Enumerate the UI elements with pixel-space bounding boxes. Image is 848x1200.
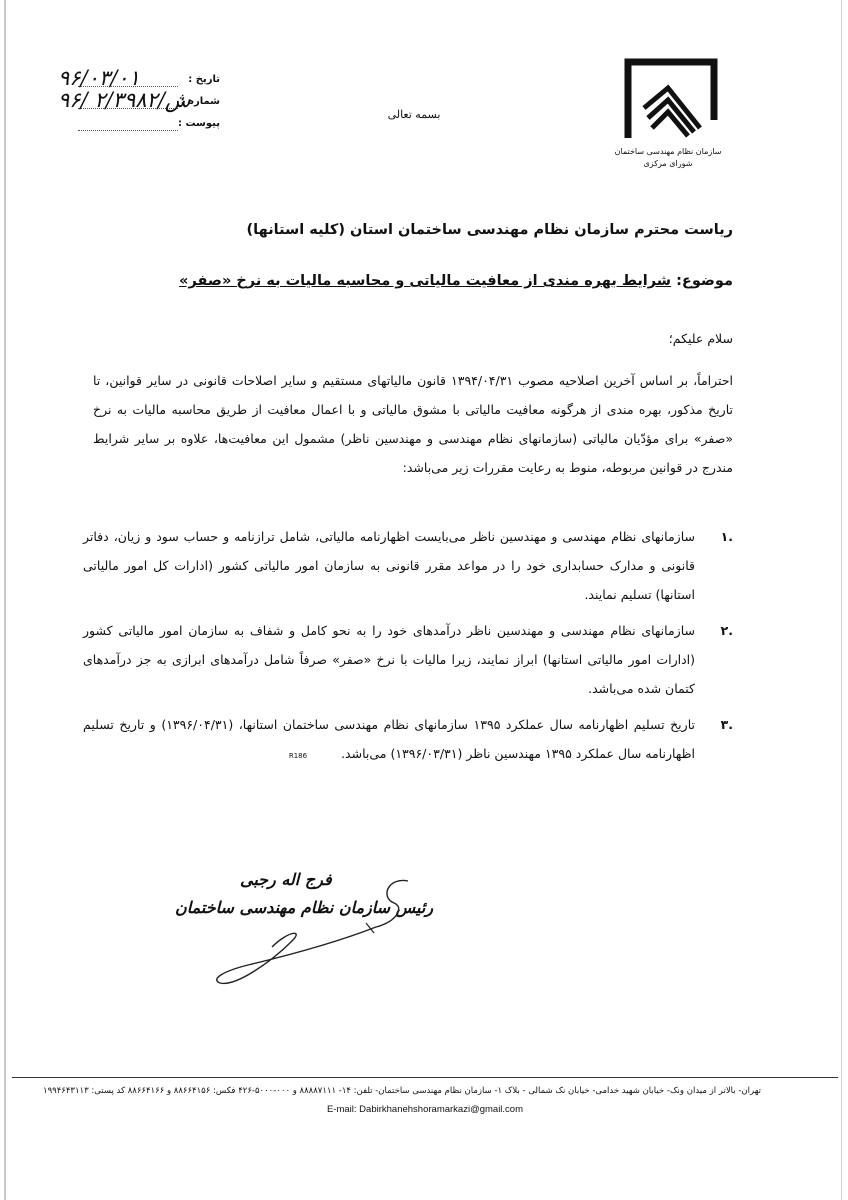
number-row	[40, 88, 220, 114]
addressee: ریاست محترم سازمان نظام مهندسی ساختمان استان (کلیه استانها)	[246, 222, 733, 238]
conditions-list	[83, 522, 733, 778]
footer-divider	[12, 1077, 838, 1078]
body-paragraph: احتراماً، بر اساس آخرین اصلاحیه مصوب ۱۳۹۴/۰۴/۳۱ قانون مالیاتهای مستقیم و سایر اصلاحات قانونی در سایر قوانین، تا تاریخ مذکور، بهره مندی از هرگونه معافیت مالیاتی با مشوق مالیاتی و با اعمال معافیت از طریق محاسبه مالیات به نرخ «صفر» برای مؤدّیان مالیاتی (سازمانهای نظام مهندسی و مهندسین ناظر) مشمول این معافیت‌ها، علاوه بر سایر شرایط مندرج در قوانین مربوطه، منوط به رعایت مقررات زیر می‌باشد:	[93, 373, 733, 475]
list-item	[83, 710, 733, 771]
date-value: ۹۶/۰۳/۰۱	[58, 66, 140, 90]
org-logo	[612, 58, 724, 176]
number-value: ش/۲/۳۹۸۲ /۹۶	[58, 88, 191, 112]
list-item-number: .۲	[720, 623, 733, 638]
list-item-number: .۳	[720, 717, 733, 732]
org-name-line1: سازمان نظام مهندسی ساختمان	[614, 147, 722, 156]
date-label: تاریخ :	[188, 74, 220, 85]
list-item	[83, 522, 733, 609]
list-item-number: .۱	[720, 529, 733, 544]
bismillah-heading: بسمه تعالی	[387, 108, 441, 121]
handwritten-signature	[180, 875, 420, 990]
number-label: شماره :	[180, 96, 220, 107]
footer-address: تهران- بالاتر از میدان ونک- خیابان شهید خدامی- خیابان نک شمالی - بلاک ۱- سازمان نظام مهندسی ساختمان- تلفن: ۱۴- ۸۸۸۸۷۱۱۱ و ۰۰۰-۵۰۰۰-۴۲۶ فکس: ۸۸۶۶۴۱۵۶ و ۸۸۶۶۴۱۶۶ کد پستی: ۱۹۹۴۶۴۳۱۱۳	[43, 1086, 761, 1096]
list-item-text: سازمانهای نظام مهندسی و مهندسین ناظر می‌بایست اظهارنامه مالیاتی، شامل ترازنامه و حساب سود و زیان، دفاتر قانونی و مدارک حسابداری خود را در مواعد مقرر قانونی به سازمان امور مالیاتی کشور (ادارات کل امور مالیاتی استانها) تسلیم نمایند.	[83, 529, 695, 602]
footer-email: E-mail: Dabirkhanehshoramarkazi@gmail.com	[326, 1104, 524, 1115]
letter-meta	[40, 66, 220, 136]
list-item-text: سازمانهای نظام مهندسی و مهندسین ناظر درآمدهای خود را به نحو کامل و شفاف به سازمان امور مالیاتی کشور (ادارات امور مالیاتی استانها) ابراز نمایند، زیرا مالیات با نرخ «صفر» صرفاً شامل درآمدهای ابرازی به جز درآمدهای کتمان شده می‌باشد.	[83, 623, 695, 696]
attachment-row	[40, 114, 220, 136]
org-name	[612, 146, 724, 170]
reference-code: R186	[288, 752, 308, 760]
attachment-label: پیوست :	[177, 118, 220, 129]
subject-prefix: موضوع:	[676, 273, 733, 289]
org-name-line2: شورای مرکزی	[643, 159, 693, 168]
subject-line	[179, 273, 733, 289]
logo-mark-icon	[618, 58, 718, 142]
list-item-text: تاریخ تسلیم اظهارنامه سال عملکرد ۱۳۹۵ سازمانهای نظام مهندسی ساختمان استانها، (۱۳۹۶/۰۴/۳۱) و تاریخ تسلیم اظهارنامه سال عملکرد ۱۳۹۵ مهندسین ناظر (۱۳۹۶/۰۳/۳۱) می‌باشد.	[83, 717, 695, 761]
greeting: سلام علیکم؛	[668, 331, 733, 346]
page-left-edge	[4, 0, 6, 1200]
attachment-line	[78, 130, 178, 131]
page-right-edge	[841, 0, 842, 1200]
signatory-title: رئیس سازمان نظام مهندسی ساختمان	[175, 898, 434, 917]
signatory-name: فرج اله رجبی	[240, 870, 332, 889]
list-item	[83, 616, 733, 703]
subject-text: شرایط بهره مندی از معافیت مالیاتی و محاسبه مالیات به نرخ «صفر»	[179, 273, 672, 289]
